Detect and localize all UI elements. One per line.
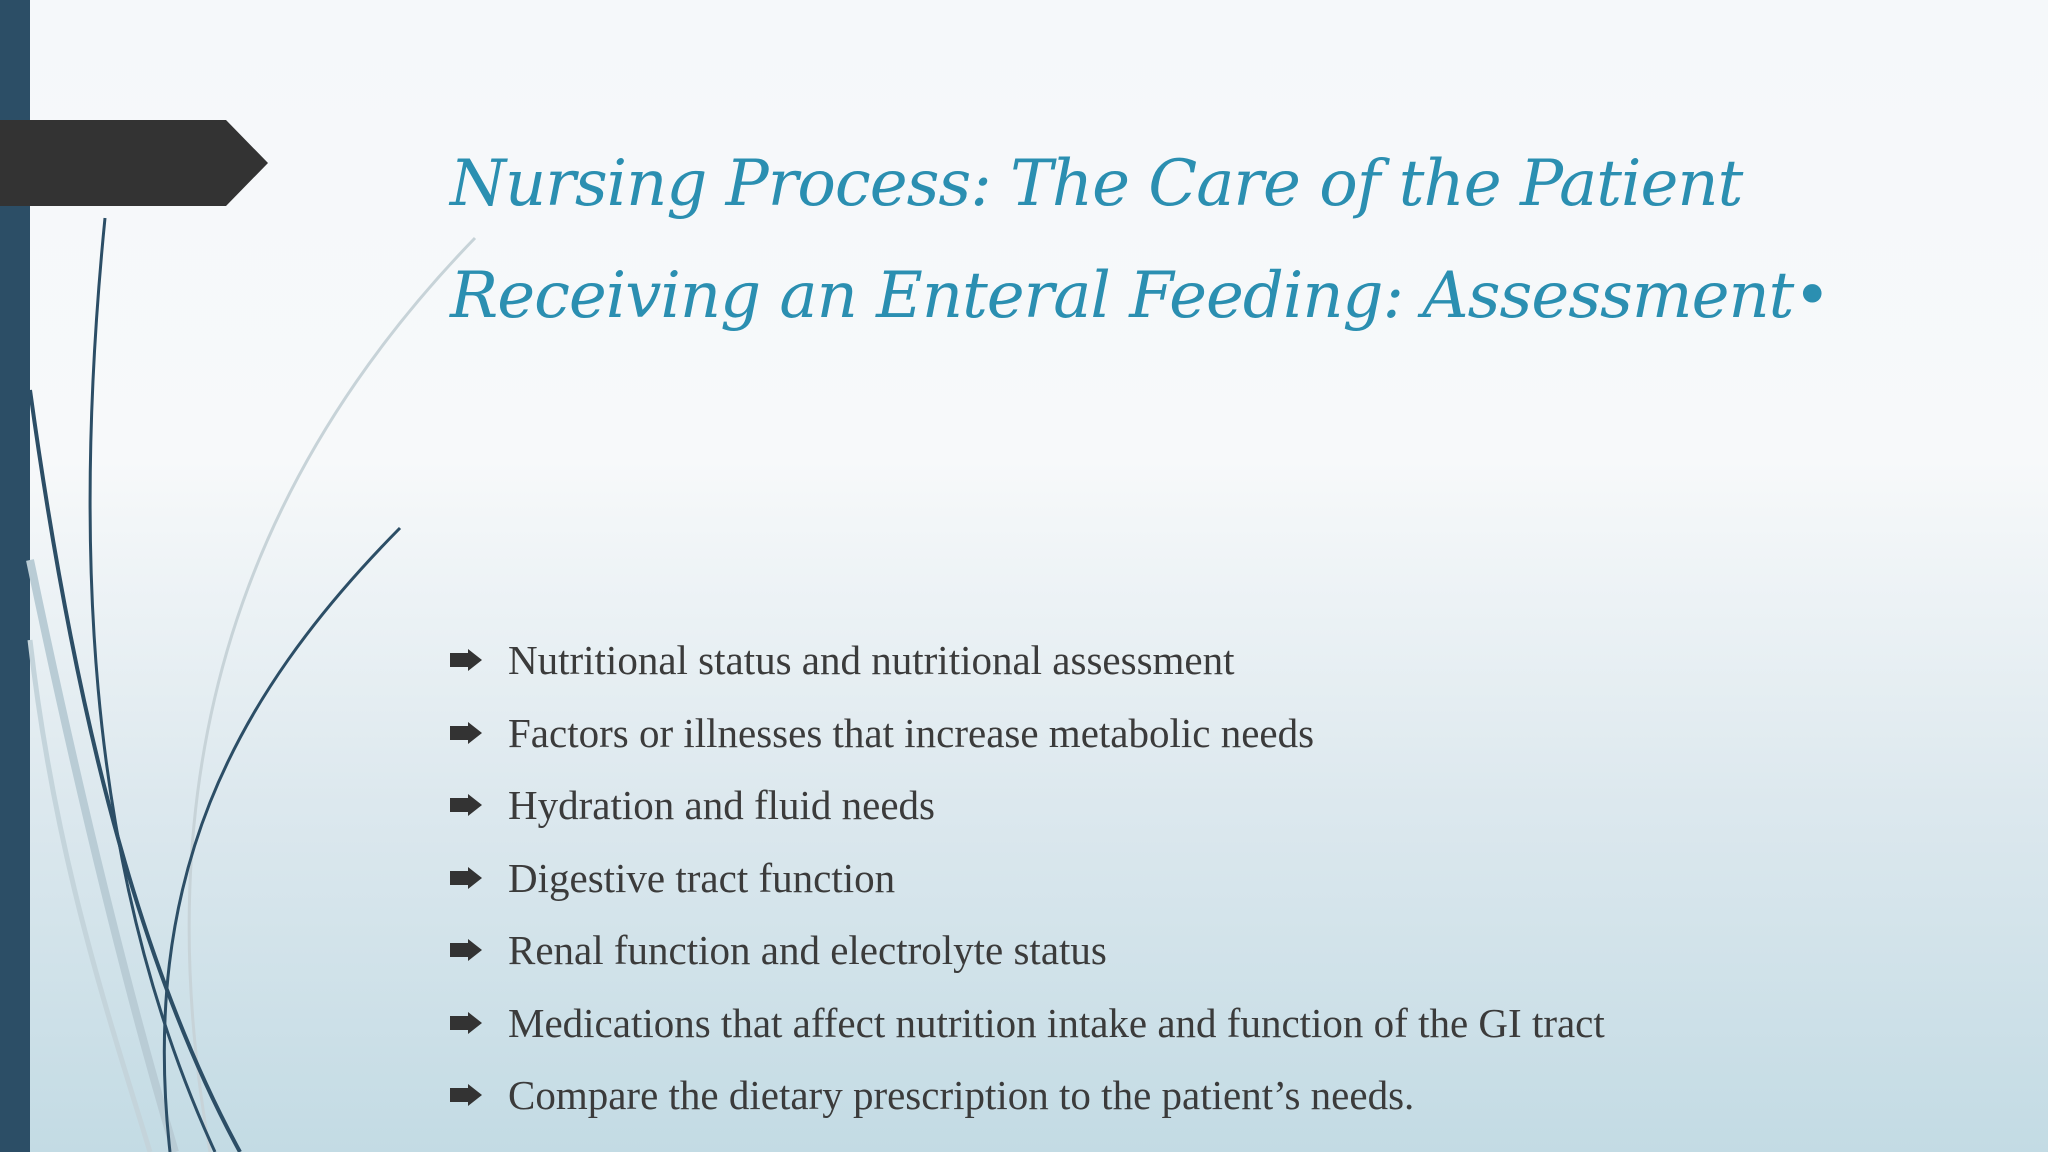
list-item bbox=[450, 914, 2000, 987]
slide-title: Nursing Process: The Care of the Patient Receiving an Enteral Feeding: Assessment• bbox=[450, 147, 1831, 333]
bullet-text: Renal function and electrolyte status bbox=[508, 927, 1107, 974]
arrow-right-icon bbox=[450, 722, 482, 744]
list-item bbox=[450, 987, 2000, 1060]
bullet-text: Digestive tract function bbox=[508, 854, 896, 901]
bullet-text: Medications that affect nutrition intake and function of the GI tract bbox=[508, 999, 1605, 1046]
bullet-text: Hydration and fluid needs bbox=[508, 782, 935, 829]
arrow-right-icon bbox=[450, 649, 482, 671]
bullet-text: Nutritional status and nutritional assessment bbox=[508, 637, 1235, 684]
arrow-right-icon bbox=[450, 1084, 482, 1106]
arrow-right-icon bbox=[450, 867, 482, 889]
bullet-text: Factors or illnesses that increase metabolic needs bbox=[508, 709, 1315, 756]
list-item bbox=[450, 624, 2000, 697]
list-item bbox=[450, 842, 2000, 915]
arrow-right-icon bbox=[450, 939, 482, 961]
title-tab-arrow bbox=[0, 120, 270, 206]
bullet-text: Compare the dietary prescription to the patient’s needs. bbox=[508, 1072, 1415, 1119]
list-item bbox=[450, 1059, 2000, 1132]
list-item bbox=[450, 697, 2000, 770]
list-item bbox=[450, 769, 2000, 842]
arrow-right-icon bbox=[450, 1012, 482, 1034]
arrow-right-icon bbox=[450, 794, 482, 816]
bullet-list bbox=[450, 624, 2000, 1132]
